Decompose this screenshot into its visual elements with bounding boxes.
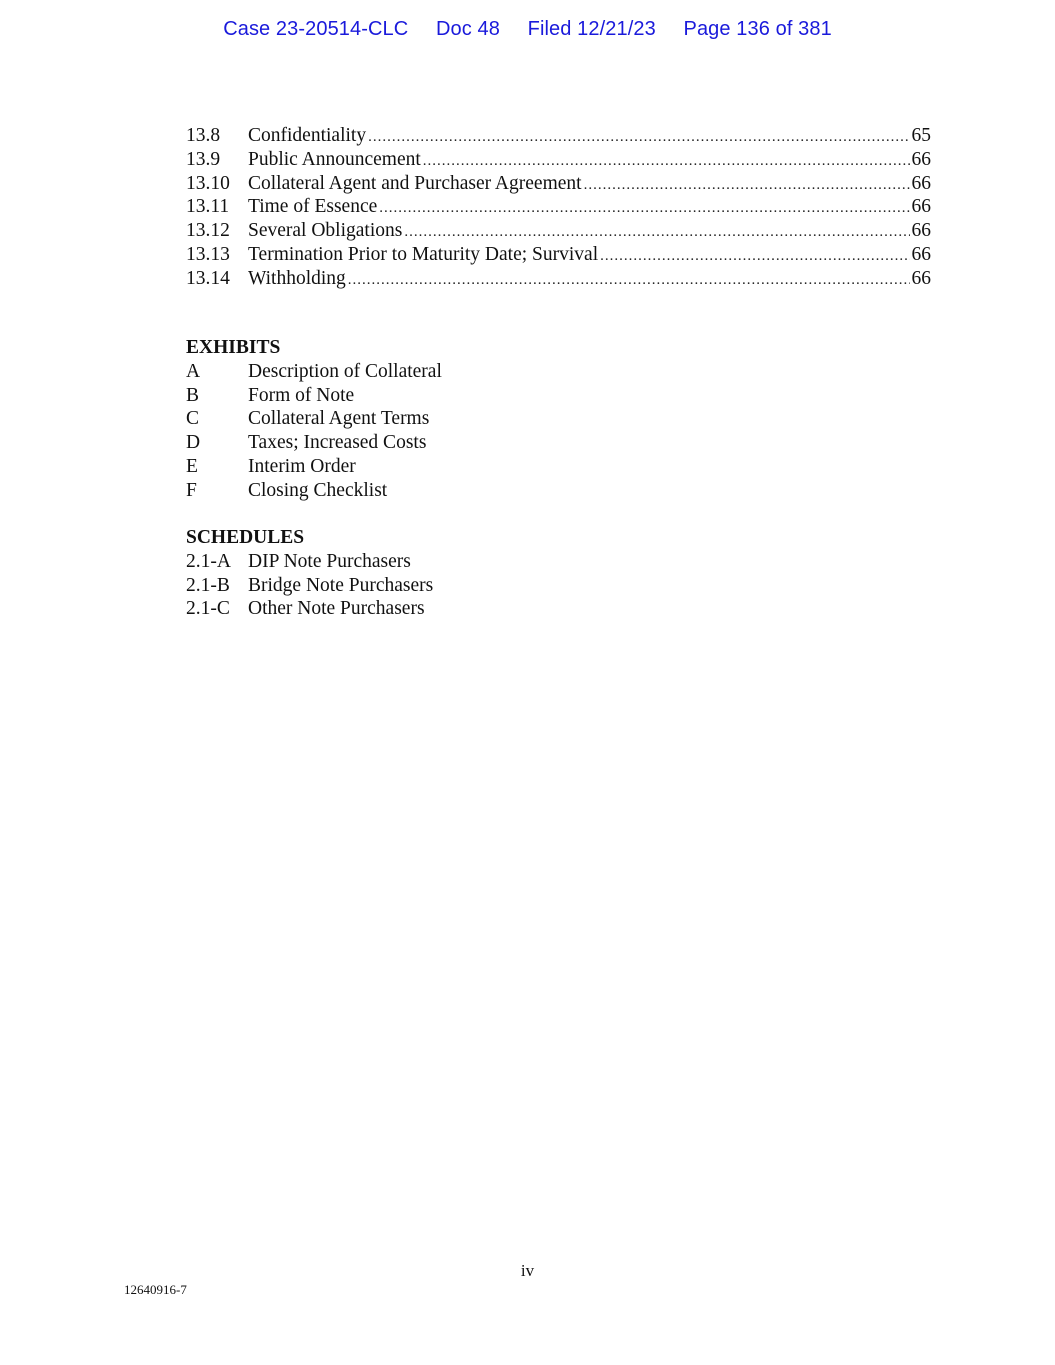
exhibit-title: Form of Note <box>248 384 355 406</box>
toc-entry-page: 66 <box>911 243 931 265</box>
toc-entry-page: 66 <box>911 172 931 194</box>
exhibit-letter: D <box>186 432 201 454</box>
exhibits-section <box>186 336 786 503</box>
toc-entry-page: 66 <box>911 196 931 218</box>
toc-leader-dots <box>600 245 909 269</box>
toc-entry <box>186 195 931 219</box>
page-count: Page 136 of 381 <box>683 18 832 40</box>
toc-entry <box>186 148 931 172</box>
toc-entry-title: Public Announcement <box>248 148 421 170</box>
toc-entry-title: Several Obligations <box>248 220 403 242</box>
toc-entry-title: Time of Essence <box>248 196 378 218</box>
toc-entry-title: Termination Prior to Maturity Date; Survival <box>248 243 599 265</box>
exhibit-item <box>186 431 786 455</box>
toc-entry-page: 66 <box>911 148 931 170</box>
toc-leader-dots <box>584 174 910 198</box>
toc-entry-number: 13.12 <box>186 220 230 242</box>
toc-entry <box>186 267 931 291</box>
toc-entry <box>186 124 931 148</box>
toc-entry-number: 13.8 <box>186 125 221 146</box>
toc-entry <box>186 243 931 267</box>
exhibit-title: Collateral Agent Terms <box>248 408 430 430</box>
toc-entry-title: Withholding <box>248 267 346 289</box>
toc-leader-dots <box>379 197 909 221</box>
exhibit-letter: F <box>186 479 197 501</box>
schedule-title: Bridge Note Purchasers <box>248 574 434 596</box>
exhibit-item <box>186 384 786 408</box>
exhibit-item <box>186 479 786 503</box>
toc-entry-page: 66 <box>911 267 931 289</box>
toc-entry <box>186 219 931 243</box>
toc-entry-title: Collateral Agent and Purchaser Agreement <box>248 172 582 194</box>
toc-entry <box>186 172 931 196</box>
exhibit-item <box>186 455 786 479</box>
filed-date: Filed 12/21/23 <box>527 18 656 40</box>
toc-entry-number: 13.11 <box>186 196 230 218</box>
toc-leader-dots <box>404 221 909 245</box>
schedules-section <box>186 526 786 621</box>
exhibit-item <box>186 360 786 384</box>
exhibit-title: Description of Collateral <box>248 360 442 382</box>
toc-entry-page: 66 <box>911 220 931 242</box>
toc-leader-dots <box>348 269 910 293</box>
exhibit-title: Interim Order <box>248 455 356 477</box>
schedule-number: 2.1-A <box>186 550 231 572</box>
exhibit-title: Closing Checklist <box>248 479 388 501</box>
toc-entry-number: 13.9 <box>186 148 221 170</box>
toc-entry-number: 13.13 <box>186 243 230 265</box>
exhibit-letter: A <box>186 360 201 382</box>
exhibit-letter: B <box>186 384 200 406</box>
doc-number: Doc 48 <box>436 18 500 40</box>
toc-leader-dots <box>423 150 910 174</box>
schedule-item <box>186 550 786 574</box>
toc-entry-number: 13.14 <box>186 267 230 289</box>
exhibits-heading: EXHIBITS <box>186 337 281 358</box>
toc-entry-title: Confidentiality <box>248 125 367 146</box>
schedule-number: 2.1-C <box>186 598 230 620</box>
schedule-item <box>186 597 786 621</box>
case-number: Case 23-20514-CLC <box>223 18 409 40</box>
toc-entry-page: 65 <box>911 125 931 146</box>
page-number: iv <box>520 1261 535 1280</box>
filing-header <box>0 18 1055 41</box>
schedule-item <box>186 574 786 598</box>
document-id: 12640916-7 <box>124 1282 187 1297</box>
exhibit-title: Taxes; Increased Costs <box>248 432 427 454</box>
schedule-number: 2.1-B <box>186 574 230 596</box>
toc-entry-number: 13.10 <box>186 172 230 194</box>
exhibit-item <box>186 407 786 431</box>
table-of-contents <box>186 124 931 291</box>
schedules-heading: SCHEDULES <box>186 527 305 548</box>
schedule-title: DIP Note Purchasers <box>248 550 411 572</box>
exhibit-letter: C <box>186 408 200 430</box>
schedule-title: Other Note Purchasers <box>248 598 425 620</box>
toc-leader-dots <box>368 126 909 150</box>
exhibit-letter: E <box>186 455 198 477</box>
